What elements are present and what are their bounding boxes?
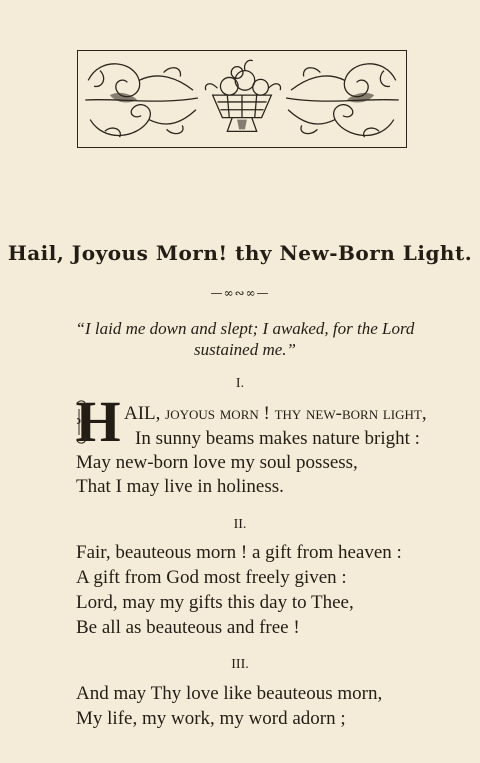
engraved-headpiece: [77, 50, 407, 148]
verse-line: And may Thy love like beauteous morn,: [76, 683, 383, 704]
stanza-numeral: III.: [231, 657, 249, 672]
dropcap-frame-icon: [75, 399, 121, 445]
floral-fruit-basket-icon: [78, 51, 406, 147]
epigraph: [70, 318, 420, 360]
verse-line: A gift from God most freely given :: [76, 567, 347, 588]
epigraph-line: “I laid me down and slept; I awaked, for the Lord: [75, 319, 415, 338]
verse-line: My life, my work, my word adorn ;: [76, 708, 346, 729]
verse-line: Fair, beauteous morn ! a gift from heaven :: [76, 542, 402, 563]
decorated-dropcap: [75, 389, 121, 454]
poem-title: Hail, Joyous Morn! thy New-Born Light.: [7, 241, 473, 265]
verse-line: May new-born love my soul possess,: [76, 452, 358, 473]
verse-line: In sunny beams makes nature bright :: [135, 428, 420, 449]
verse-line: That I may live in holiness.: [76, 476, 284, 497]
dropcap-letter: H: [75, 389, 121, 454]
verse-line: Be all as beauteous and free !: [76, 617, 300, 638]
stanza-numeral: I.: [235, 376, 245, 391]
divider-ornament-icon: —∞∾∞—: [210, 286, 270, 300]
verse-line: [124, 403, 427, 425]
epigraph-line: sustained me.”: [194, 340, 296, 359]
stanza-numeral: II.: [233, 517, 247, 532]
verse-line: Lord, may my gifts this day to Thee,: [76, 592, 354, 613]
verse-line-text: AIL, joyous morn ! thy new-born light,: [124, 403, 427, 424]
